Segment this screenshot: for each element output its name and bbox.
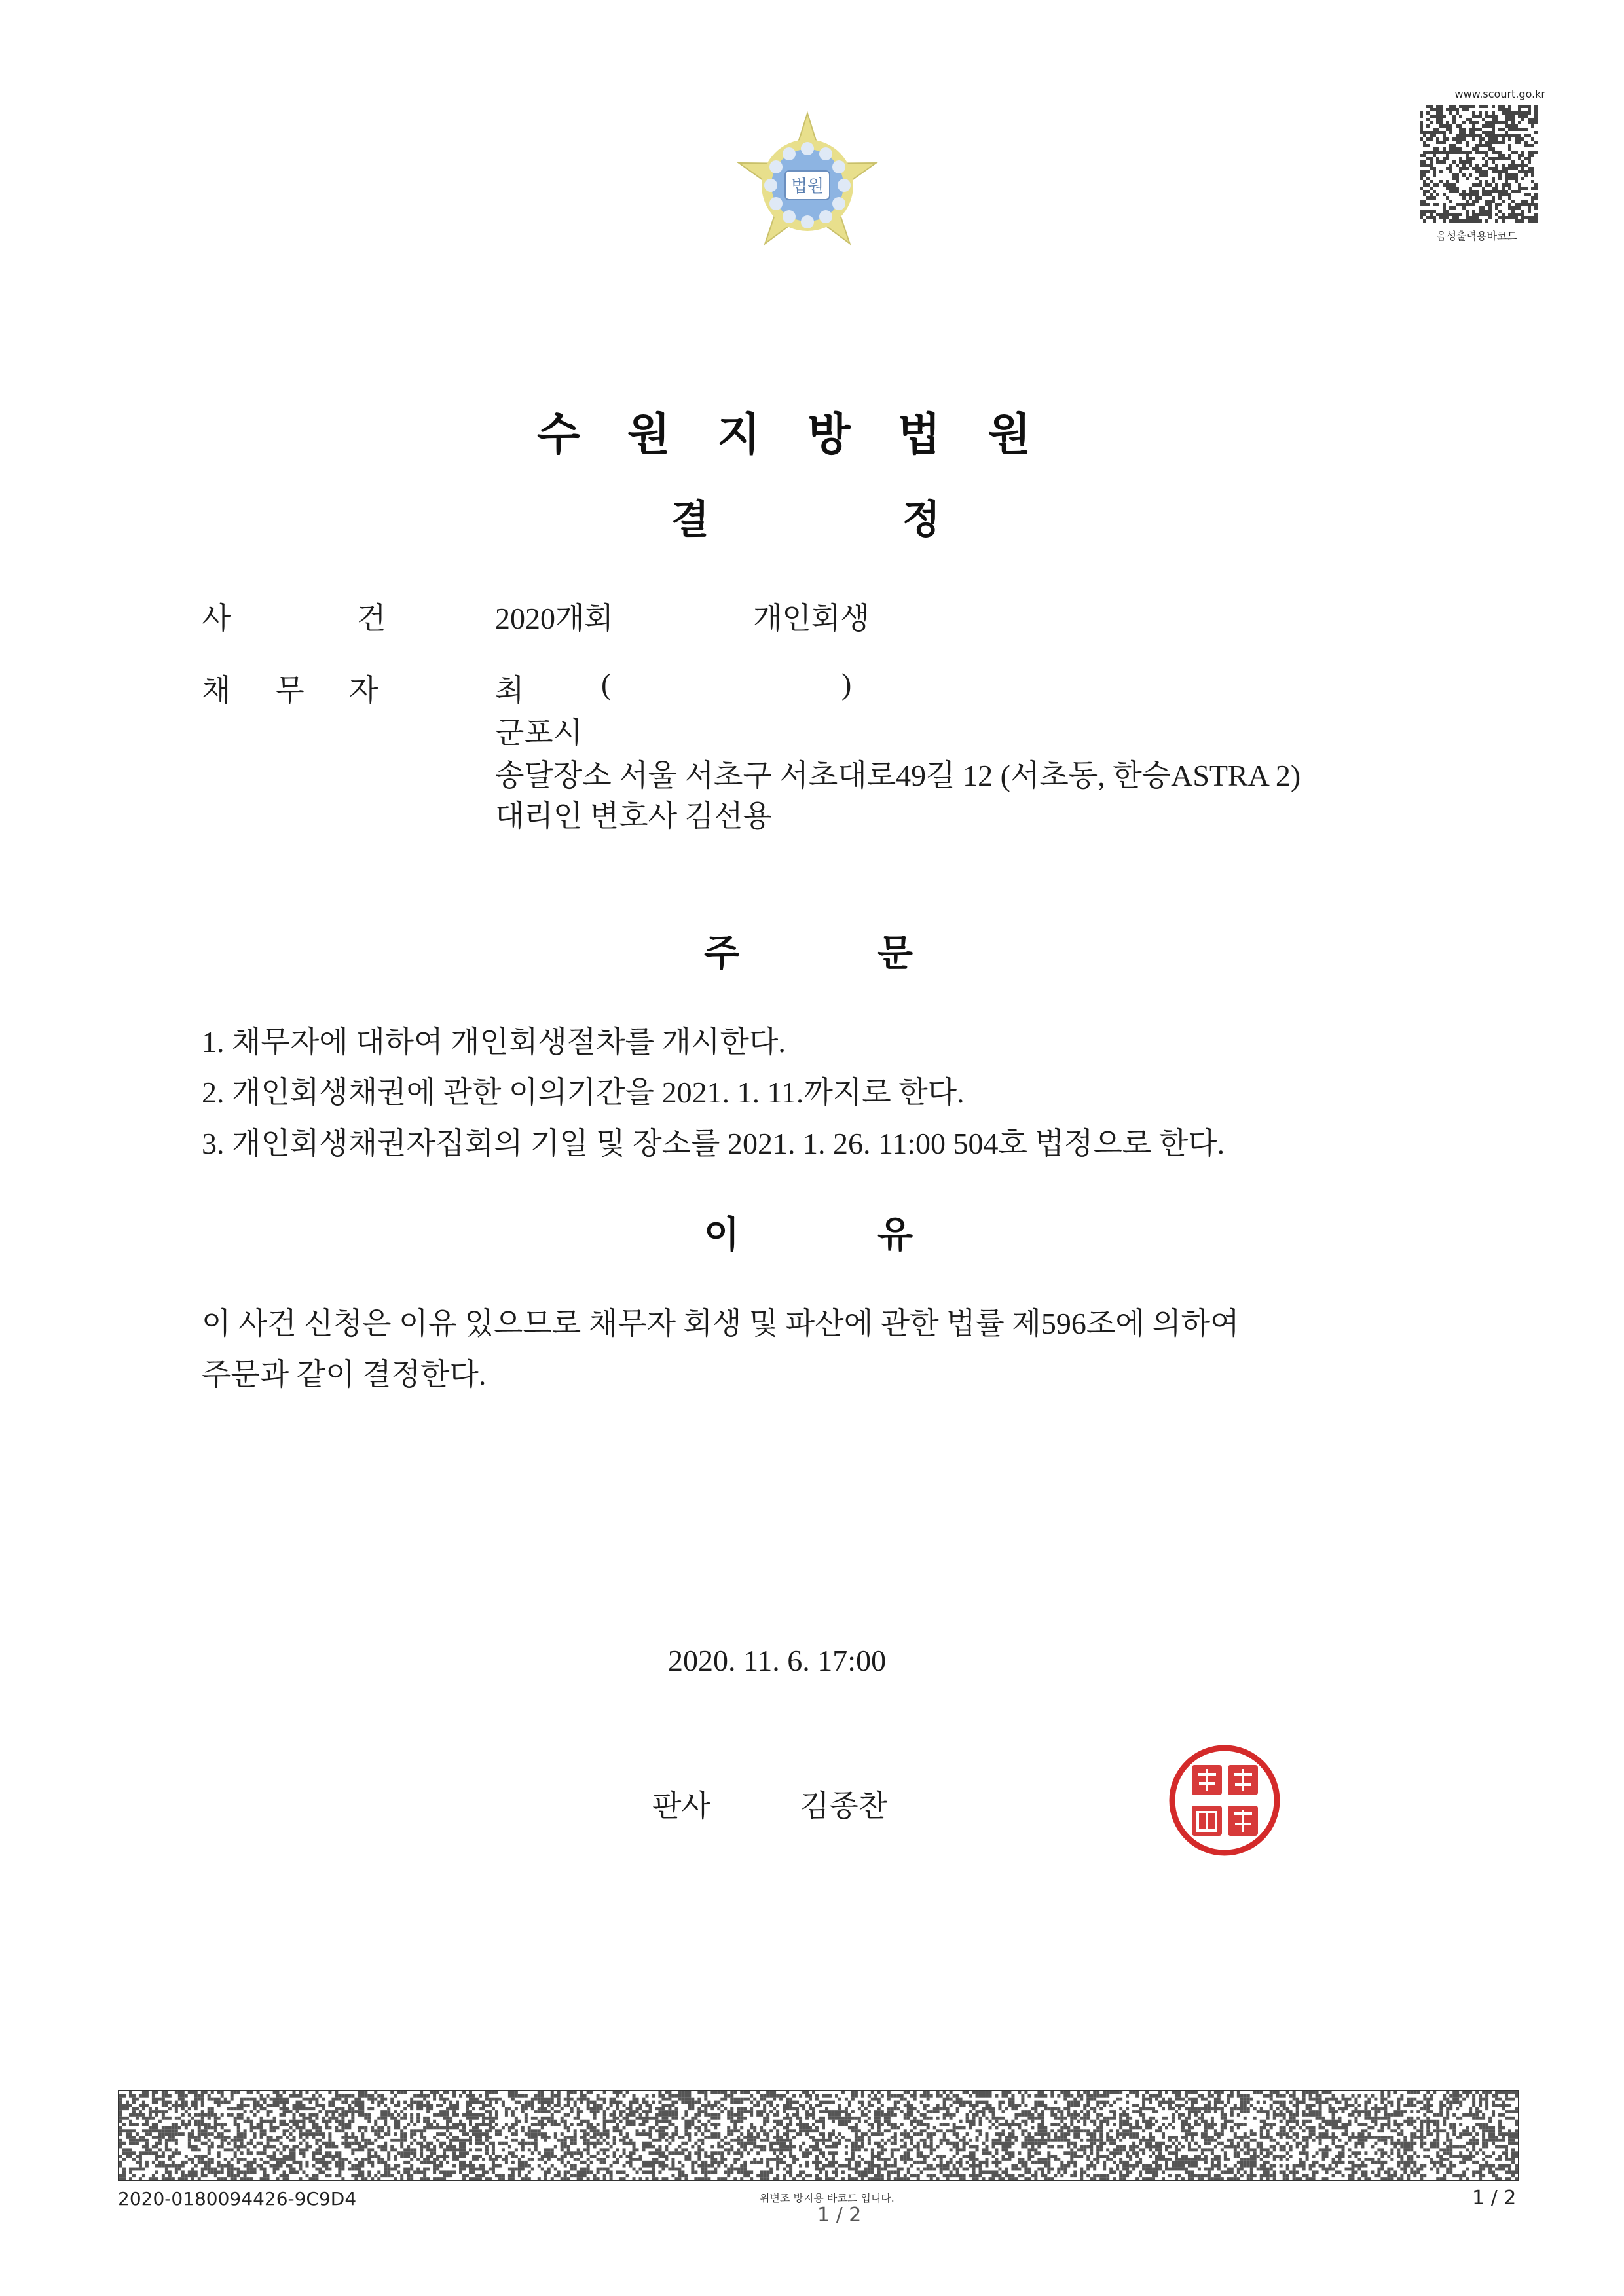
reason-heading-left: 이 <box>704 1214 740 1256</box>
reason-line: 이 사건 신청은 이유 있으므로 채무자 회생 및 파산에 관한 법률 제596조에 의하여 <box>202 1307 1240 1340</box>
judge-name: 김종찬 <box>800 1789 888 1823</box>
debtor-address: 군포시 <box>495 716 583 750</box>
debtor-id-open: ( <box>601 667 612 701</box>
order-item: 2. 개인회생채권에 관한 이의기간을 2021. 1. 11.까지로 한다. <box>202 1076 965 1109</box>
case-label-b: 건 <box>357 602 386 635</box>
page-number: 1 / 2 <box>1472 2187 1517 2210</box>
order-heading-right: 문 <box>877 932 913 975</box>
debtor-label: 채무자 <box>202 674 423 707</box>
emblem-label: 법원 <box>790 177 824 196</box>
doc-title-right: 정 <box>902 497 940 543</box>
order-item: 3. 개인회생채권자집회의 기일 및 장소를 2021. 1. 26. 11:00 504호 법정으로 한다. <box>202 1127 1225 1160</box>
case-label-a: 사 <box>202 602 231 635</box>
debtor-id-close: ) <box>841 667 852 701</box>
anti-forgery-barcode-icon <box>118 2090 1519 2181</box>
barcode-caption: 음성출력용바코드 <box>1436 230 1517 242</box>
voice-barcode-icon <box>1420 105 1538 223</box>
court-url: www.scourt.go.kr <box>1454 88 1545 100</box>
case-type: 개인회생 <box>753 602 870 635</box>
court-name: 수원지방법원 <box>537 409 1079 461</box>
document-id: 2020-0180094426-9C9D4 <box>118 2188 357 2210</box>
reason-heading-right: 유 <box>877 1214 913 1256</box>
page-number-center: 1 / 2 <box>817 2204 862 2227</box>
order-heading-left: 주 <box>704 932 740 975</box>
debtor-name: 최 <box>495 674 525 707</box>
order-item: 1. 채무자에 대하여 개인회생절차를 개시한다. <box>202 1025 786 1059</box>
barcode-note: 위변조 방지용 바코드 입니다. <box>760 2192 895 2204</box>
legal-agent: 대리인 변호사 김선용 <box>495 799 772 833</box>
decision-date: 2020. 11. 6. 17:00 <box>668 1644 887 1677</box>
judge-title: 판사 <box>652 1789 710 1823</box>
service-place: 송달장소 서울 서초구 서초대로49길 12 (서초동, 한승ASTRA 2) <box>495 759 1301 792</box>
case-number: 2020개회 <box>495 602 614 635</box>
reason-line: 주문과 같이 결정한다. <box>202 1358 487 1391</box>
judge-seal-icon <box>1166 1741 1283 1859</box>
doc-title-left: 결 <box>671 497 709 543</box>
court-emblem-icon <box>732 110 883 261</box>
